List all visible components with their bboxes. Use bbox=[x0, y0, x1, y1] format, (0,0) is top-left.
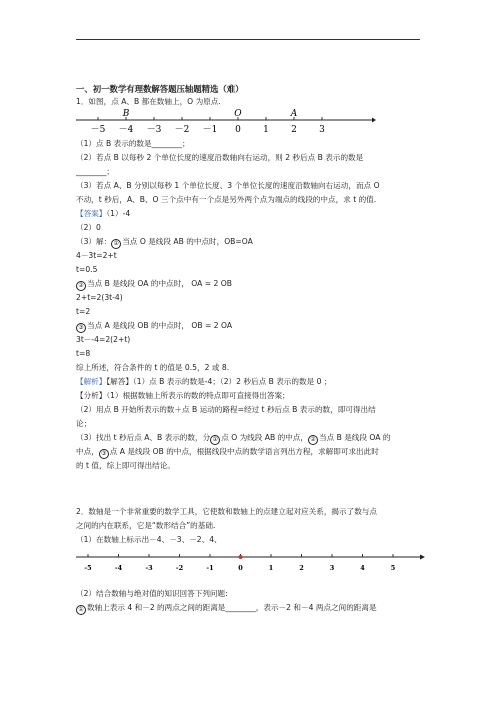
answer-line1 bbox=[76, 209, 130, 219]
case3-text: 当点 A 是线段 OB 的中点时， OB = 2 OA bbox=[87, 321, 233, 330]
q1-part1: （1）点 B 表示的数是________； bbox=[76, 139, 190, 148]
case1-text: 当点 O 是线段 AB 的中点时，OB=OA bbox=[122, 237, 253, 246]
q1-axis-arrow bbox=[372, 118, 376, 123]
q1-part3-line1: （3）若点 A、B 分别以每秒 1 个单位长度、3 个单位长度的速度沿数轴向右运动，而点 O bbox=[76, 181, 380, 190]
q1-stem: 1．如图，点 A、B 都在数轴上，O 为原点. bbox=[76, 97, 221, 106]
q2-part2-1-text: 数轴上表示 4 和－2 的两点之间的距离是________，表示－2 和－4 两点之间的距离是 bbox=[87, 603, 377, 612]
point-a-label: A bbox=[290, 109, 298, 119]
q2-tick-label: 1 bbox=[268, 564, 274, 572]
q2-stem-line2: 之间的内在联系，它是“数形结合”的基础. bbox=[76, 521, 216, 530]
q2-part2-1 bbox=[76, 603, 377, 615]
circled-number-3: ③ bbox=[76, 323, 86, 333]
circled-number-2b: ② bbox=[308, 435, 318, 445]
q2-tick-label: -4 bbox=[114, 564, 123, 572]
circled-number-2: ② bbox=[76, 281, 86, 291]
q1-tick-label: 3 bbox=[319, 125, 325, 135]
q2-tick-label: 4 bbox=[360, 564, 365, 572]
q1-part2-line2: ________； bbox=[76, 167, 114, 176]
q2-tick-label: 5 bbox=[390, 564, 396, 572]
equation-2: t=0.5 bbox=[76, 265, 98, 274]
q1-tick-label: －4 bbox=[118, 125, 134, 135]
equation-1: 4－3t=2+t bbox=[76, 251, 117, 260]
circled-number-1c: ① bbox=[76, 605, 86, 615]
fenxi3-part3: 当点 B 是线段 OA 的 bbox=[318, 433, 391, 442]
fenxi-line3: 论； bbox=[76, 419, 92, 428]
answer-tag: 【答案】 bbox=[76, 209, 107, 218]
q2-part2: （2）结合数轴与绝对值的知识回答下列问题: bbox=[76, 589, 228, 598]
equation-5: 3t－-4=2(2+t) bbox=[76, 335, 131, 344]
fenxi3-part4: 中点， bbox=[76, 447, 99, 456]
answer-part3: （3）解： bbox=[76, 237, 112, 246]
fenxi-line6: 的 t 值，综上即可得出结论。 bbox=[76, 461, 175, 470]
answer-part2: （2）0 bbox=[76, 223, 101, 232]
q2-tick-label: -5 bbox=[84, 564, 92, 572]
q1-tick-label: 0 bbox=[235, 125, 241, 135]
q1-tick-label: 1 bbox=[263, 125, 269, 135]
q2-tick-label: -2 bbox=[175, 564, 184, 572]
q1-tick-label: 2 bbox=[291, 125, 297, 135]
fenxi3-part2: 点 O 为线段 AB 的中点， bbox=[221, 433, 308, 442]
answer-part3-line bbox=[76, 237, 253, 249]
q2-tick-label: 0 bbox=[238, 564, 243, 572]
q1-tick-label: －2 bbox=[174, 125, 190, 135]
circled-number-1: ① bbox=[111, 239, 121, 249]
circled-number-3b: ③ bbox=[99, 449, 109, 459]
case2-text: 当点 B 是线段 OA 的中点时， OA = 2 OB bbox=[87, 279, 232, 288]
q2-part1: （1）在数轴上标示出－4、－3、－2、4、 bbox=[76, 535, 222, 544]
case3-line bbox=[76, 321, 232, 333]
analysis-tag: 【解析】 bbox=[76, 377, 107, 386]
q2-tick-label: -1 bbox=[206, 564, 214, 572]
fenxi-line2: （2）用点 B 开始所表示的数＋点 B 运动的路程=经过 t 秒后点 B 表示的数，即可得出结 bbox=[76, 405, 376, 414]
analysis-text: 【解答】（1）点 B 表示的数是-4；（2）2 秒后点 B 表示的数是 0 ； bbox=[106, 377, 332, 386]
origin-o-label: O bbox=[234, 109, 242, 119]
q2-tick-label: 2 bbox=[299, 564, 304, 572]
fenxi3-part1: （3）找出 t 秒后点 A、B 表示的数，分 bbox=[76, 433, 211, 442]
fenxi-line5 bbox=[76, 447, 379, 459]
fenxi3-part5: 点 A 是线段 OB 的中点，根据线段中点的数学语言列出方程，求解即可求出此时 bbox=[109, 447, 379, 456]
case2-line bbox=[76, 279, 232, 291]
analysis-line bbox=[76, 377, 331, 387]
q2-stem-line1: 2．数轴是一个非常重要的数学工具，它使数和数轴上的点建立起对应关系，揭示了数与点 bbox=[76, 507, 377, 516]
q2-axis-arrow bbox=[420, 555, 425, 560]
fenxi-line4 bbox=[76, 433, 390, 445]
equation-6: t=8 bbox=[76, 349, 91, 358]
section-heading: 一、初一数学有理数解答题压轴题精选（难） bbox=[76, 84, 244, 94]
circled-number-1b: ① bbox=[210, 435, 220, 445]
equation-4: t=2 bbox=[76, 307, 91, 316]
conclusion: 综上所述，符合条件的 t 的值是 0.5，2 或 8. bbox=[76, 363, 230, 372]
fenxi-line1: 【分析】（1）根据数轴上所表示的数的特点即可直接得出答案； bbox=[76, 391, 290, 400]
equation-3: 2+t=2(3t-4) bbox=[76, 293, 123, 302]
q1-number-line bbox=[76, 106, 376, 136]
q2-tick-label: 3 bbox=[329, 564, 335, 572]
q1-tick-label: －1 bbox=[202, 125, 218, 135]
q2-tick-label: -3 bbox=[145, 564, 153, 572]
q1-tick-label: －5 bbox=[90, 125, 106, 135]
page-top-rule bbox=[76, 39, 420, 40]
q2-number-line bbox=[76, 546, 426, 574]
q2-origin-dot bbox=[239, 555, 243, 559]
q1-part3-line2: 不动，t 秒后，A、B、O 三个点中有一个点是另外两个点为端点的线段的中点，求 t 的值. bbox=[76, 195, 377, 204]
q1-part2-line1: （2）若点 B 以每秒 2 个单位长度的速度沿数轴向右运动，则 2 秒后点 B 表示的数是 bbox=[76, 153, 364, 162]
q1-tick-label: －3 bbox=[146, 125, 162, 135]
answer-part1: （1）-4 bbox=[106, 209, 131, 218]
point-b-label: B bbox=[122, 109, 130, 119]
